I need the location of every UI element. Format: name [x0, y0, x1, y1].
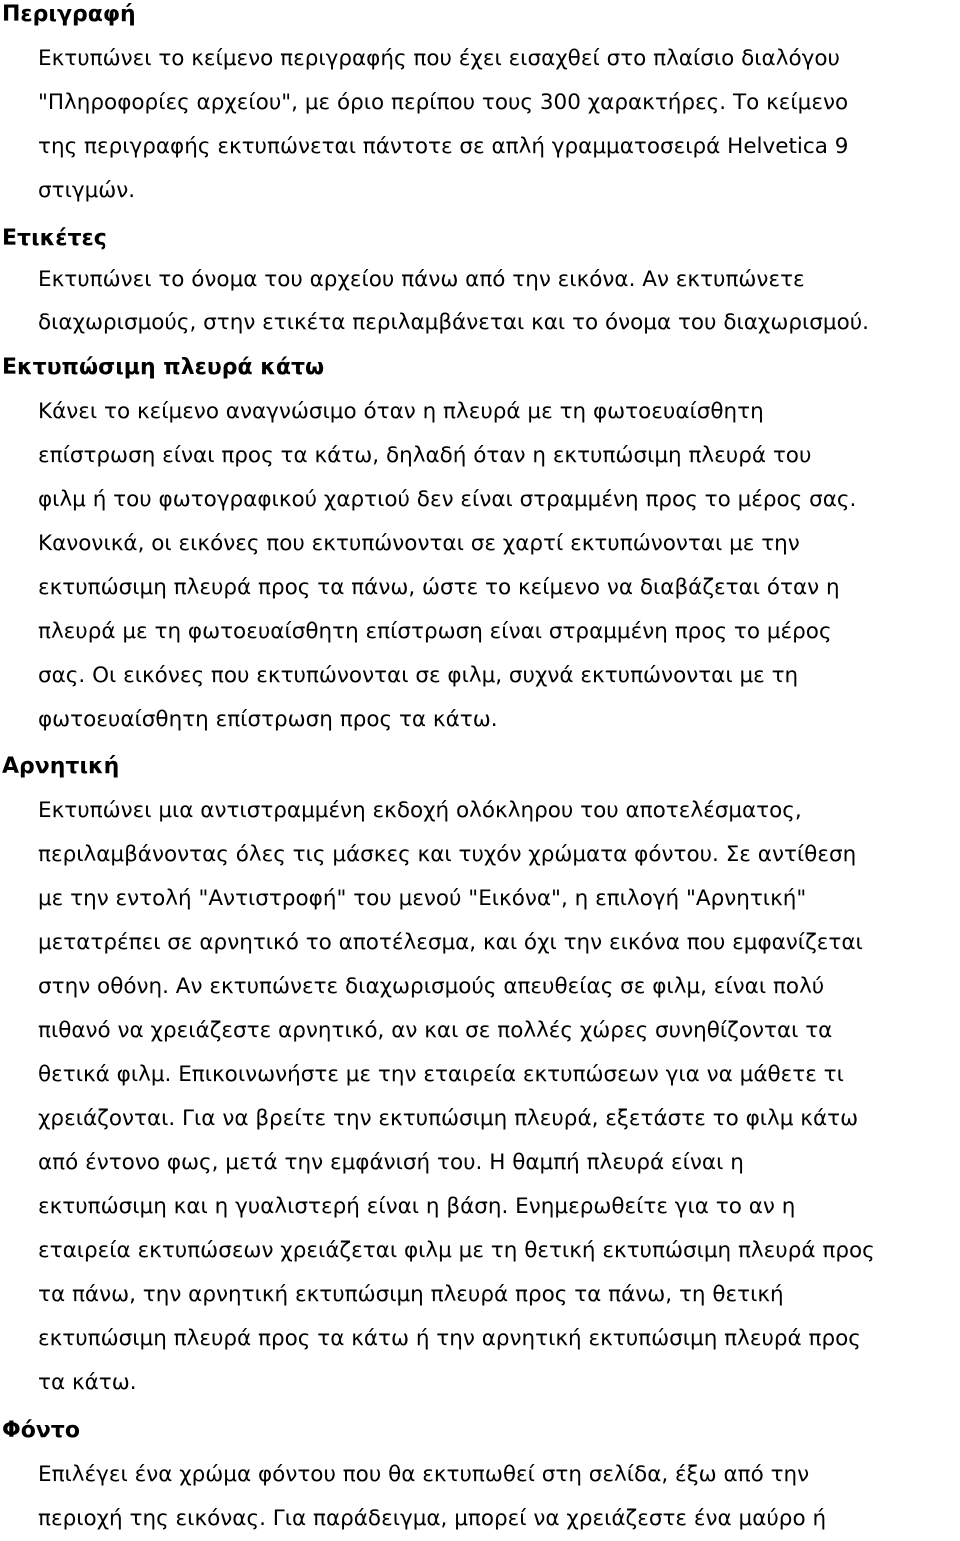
section-body-description: [38, 37, 958, 213]
text-line: εκτυπώσιμη πλευρά προς τα κάτω ή την αρνητική εκτυπώσιμη πλευρά προς: [38, 1326, 861, 1351]
text-line: "Πληροφορίες αρχείου", με όριο περίπου τους 300 χαρακτήρες. Το κείμενο: [38, 90, 849, 115]
text-line: τα κάτω.: [38, 1370, 137, 1395]
text-line: από έντονο φως, μετά την εμφάνισή του. Η θαμπή πλευρά είναι η: [38, 1150, 744, 1175]
section-heading-negative: Αρνητική: [2, 754, 120, 779]
section-heading-emulsion-down: Εκτυπώσιμη πλευρά κάτω: [2, 355, 325, 380]
section-heading-labels: Ετικέτες: [2, 226, 107, 251]
text-line: μετατρέπει σε αρνητικό το αποτέλεσμα, και όχι την εικόνα που εμφανίζεται: [38, 930, 863, 955]
text-line: διαχωρισμούς, στην ετικέτα περιλαμβάνεται και το όνομα του διαχωρισμού.: [38, 310, 870, 335]
text-line: Εκτυπώνει το κείμενο περιγραφής που έχει εισαχθεί στο πλαίσιο διαλόγου: [38, 46, 840, 71]
section-heading-background: Φόντο: [2, 1418, 80, 1443]
text-line: φιλμ ή του φωτογραφικού χαρτιού δεν είναι στραμμένη προς το μέρος σας.: [38, 487, 857, 512]
section-body-emulsion-down: [38, 390, 958, 742]
text-line: περιοχή της εικόνας. Για παράδειγμα, μπορεί να χρειάζεστε ένα μαύρο ή: [38, 1506, 827, 1531]
section-body-negative: [38, 789, 958, 1405]
text-line: εκτυπώσιμη και η γυαλιστερή είναι η βάση. Ενημερωθείτε για το αν η: [38, 1194, 796, 1219]
text-line: της περιγραφής εκτυπώνεται πάντοτε σε απλή γραμματοσειρά Helvetica 9: [38, 134, 849, 159]
text-line: στιγμών.: [38, 178, 136, 203]
text-line: Κάνει το κείμενο αναγνώσιμο όταν η πλευρά με τη φωτοευαίσθητη: [38, 399, 764, 424]
text-line: χρειάζονται. Για να βρείτε την εκτυπώσιμη πλευρά, εξετάστε το φιλμ κάτω: [38, 1106, 859, 1131]
text-line: εταιρεία εκτυπώσεων χρειάζεται φιλμ με τη θετική εκτυπώσιμη πλευρά προς: [38, 1238, 875, 1263]
text-line: πλευρά με τη φωτοευαίσθητη επίστρωση είναι στραμμένη προς το μέρος: [38, 619, 832, 644]
text-line: σας. Οι εικόνες που εκτυπώνονται σε φιλμ, συχνά εκτυπώνονται με τη: [38, 663, 799, 688]
text-line: θετικά φιλμ. Επικοινωνήστε με την εταιρεία εκτυπώσεων για να μάθετε τι: [38, 1062, 844, 1087]
text-line: Εκτυπώνει μια αντιστραμμένη εκδοχή ολόκληρου του αποτελέσματος,: [38, 798, 802, 823]
text-line: Κανονικά, οι εικόνες που εκτυπώνονται σε χαρτί εκτυπώνονται με την: [38, 531, 800, 556]
text-line: περιλαμβάνοντας όλες τις μάσκες και τυχόν χρώματα φόντου. Σε αντίθεση: [38, 842, 857, 867]
text-line: πιθανό να χρειάζεστε αρνητικό, αν και σε πολλές χώρες συνηθίζονται τα: [38, 1018, 833, 1043]
text-line: Εκτυπώνει το όνομα του αρχείου πάνω από την εικόνα. Αν εκτυπώνετε: [38, 267, 805, 292]
text-line: φωτοευαίσθητη επίστρωση προς τα κάτω.: [38, 707, 498, 732]
section-body-labels: [38, 258, 958, 344]
section-heading-description: Περιγραφή: [2, 2, 136, 27]
text-line: εκτυπώσιμη πλευρά προς τα πάνω, ώστε το κείμενο να διαβάζεται όταν η: [38, 575, 840, 600]
text-line: τα πάνω, την αρνητική εκτυπώσιμη πλευρά προς τα πάνω, τη θετική: [38, 1282, 784, 1307]
section-body-background: [38, 1453, 958, 1541]
text-line: στην οθόνη. Αν εκτυπώνετε διαχωρισμούς απευθείας σε φιλμ, είναι πολύ: [38, 974, 825, 999]
text-line: Επιλέγει ένα χρώμα φόντου που θα εκτυπωθεί στη σελίδα, έξω από την: [38, 1462, 810, 1487]
text-line: επίστρωση είναι προς τα κάτω, δηλαδή όταν η εκτυπώσιμη πλευρά του: [38, 443, 812, 468]
text-line: με την εντολή "Αντιστροφή" του μενού "Εικόνα", η επιλογή "Αρνητική": [38, 886, 807, 911]
